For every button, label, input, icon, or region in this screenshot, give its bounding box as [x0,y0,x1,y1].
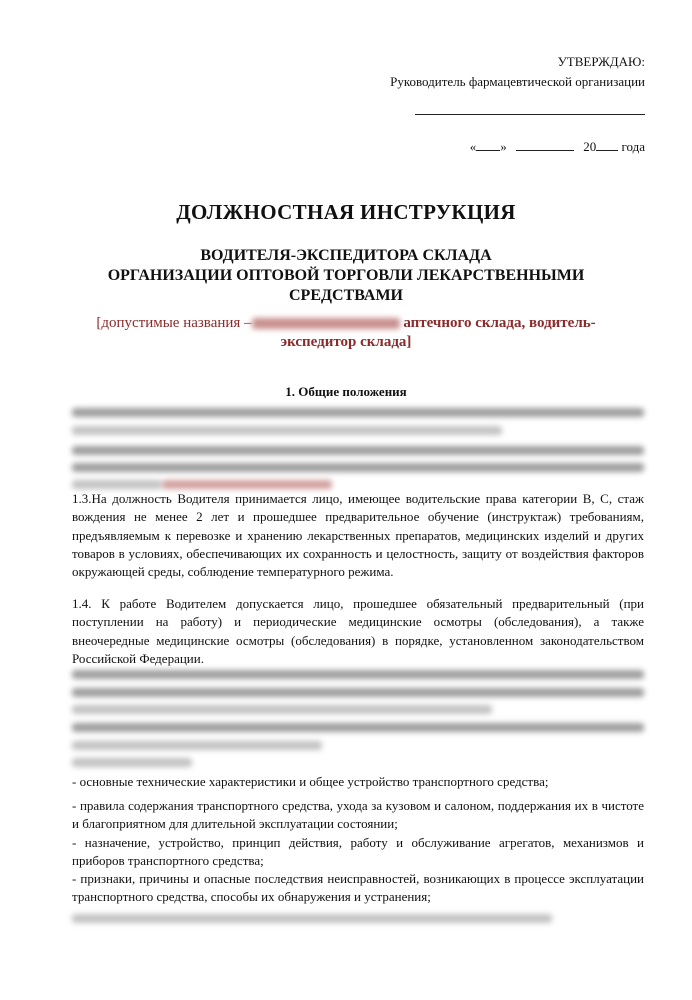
alternative-names [60,314,632,352]
paragraph-1-4 [72,595,644,668]
redacted-line [72,758,192,767]
section-title: 1. Общие положения [285,384,407,399]
subtitle-line-2: ОРГАНИЗАЦИИ ОПТОВОЙ ТОРГОВЛИ ЛЕКАРСТВЕННЫМИ СРЕДСТВАМИ [107,267,585,304]
year-blank [596,138,618,151]
paragraph-1-4-text: 1.4. К работе Водителем допускается лицо, прошедшее обязательный предварительный (при поступлении на работу) и периодические медицинские осмотры (обследования), а также внеочередные медицинские осмотры (обследования) в порядке, установленном законодательством Российской Федерации. [72,596,644,666]
alt-names-prefix: [допустимые названия – [96,315,252,331]
redacted-line [72,670,644,679]
paragraph-1-3-text: 1.3.На должность Водителя принимается лицо, имеющее водительские права категории В, С, стаж вождения не менее 2 лет и прошедшее предварительное обучение (инструктаж) требованиям, предъявляемым к перевозке и хранению лекарственных препаратов, медицинских изделий и других товаров в условиях, обеспечивающих их сохранность и целостность, защиту от воздействия факторов окружающей среды, соблюдение температурного режима. [72,491,644,580]
redacted-line [72,446,644,455]
paragraph-1-3 [72,490,644,581]
day-blank [476,138,500,151]
redacted-line [72,914,552,923]
date-close-quote: » [500,139,507,154]
redacted-line [72,408,644,417]
approval-heading: УТВЕРЖДАЮ: [557,54,645,69]
month-blank [516,138,574,151]
list-item: - правила содержания транспортного средства, ухода за кузовом и салоном, поддержания их в чистоте и благоприятном для длительной эксплуатации состоянии; [72,798,644,832]
redacted-line [72,705,492,714]
redacted-line [162,480,332,489]
approval-date [390,137,645,157]
redacted-line [72,688,644,697]
document-subtitle [60,246,632,306]
redacted-text [252,318,400,329]
redacted-line [72,741,322,750]
date-open-quote: « [469,139,477,154]
date-suffix: года [621,139,645,154]
approval-position: Руководитель фармацевтической организации [390,74,645,89]
redacted-line [72,426,502,435]
alt-names-bold: аптечного склада, водитель-экспедитор склада] [280,315,596,350]
subtitle-line-1: ВОДИТЕЛЯ-ЭКСПЕДИТОРА СКЛАДА [200,247,492,264]
redacted-line [72,480,162,489]
list-item: - основные технические характеристики и общее устройство транспортного средства; [72,774,549,789]
document-title: ДОЛЖНОСТНАЯ ИНСТРУКЦИЯ [176,200,516,224]
year-prefix: 20 [583,139,597,154]
list-item: - признаки, причины и опасные последствия неисправностей, возникающих в процессе эксплуатации транспортного средства, способы их обнаружения и устранения; [72,871,644,905]
signature-line [415,114,645,115]
redacted-line [72,723,644,732]
redacted-line [72,463,644,472]
list-item: - назначение, устройство, принцип действия, работу и обслуживание агрегатов, механизмов и приборов транспортного средства; [72,835,644,869]
approval-block [390,52,645,157]
